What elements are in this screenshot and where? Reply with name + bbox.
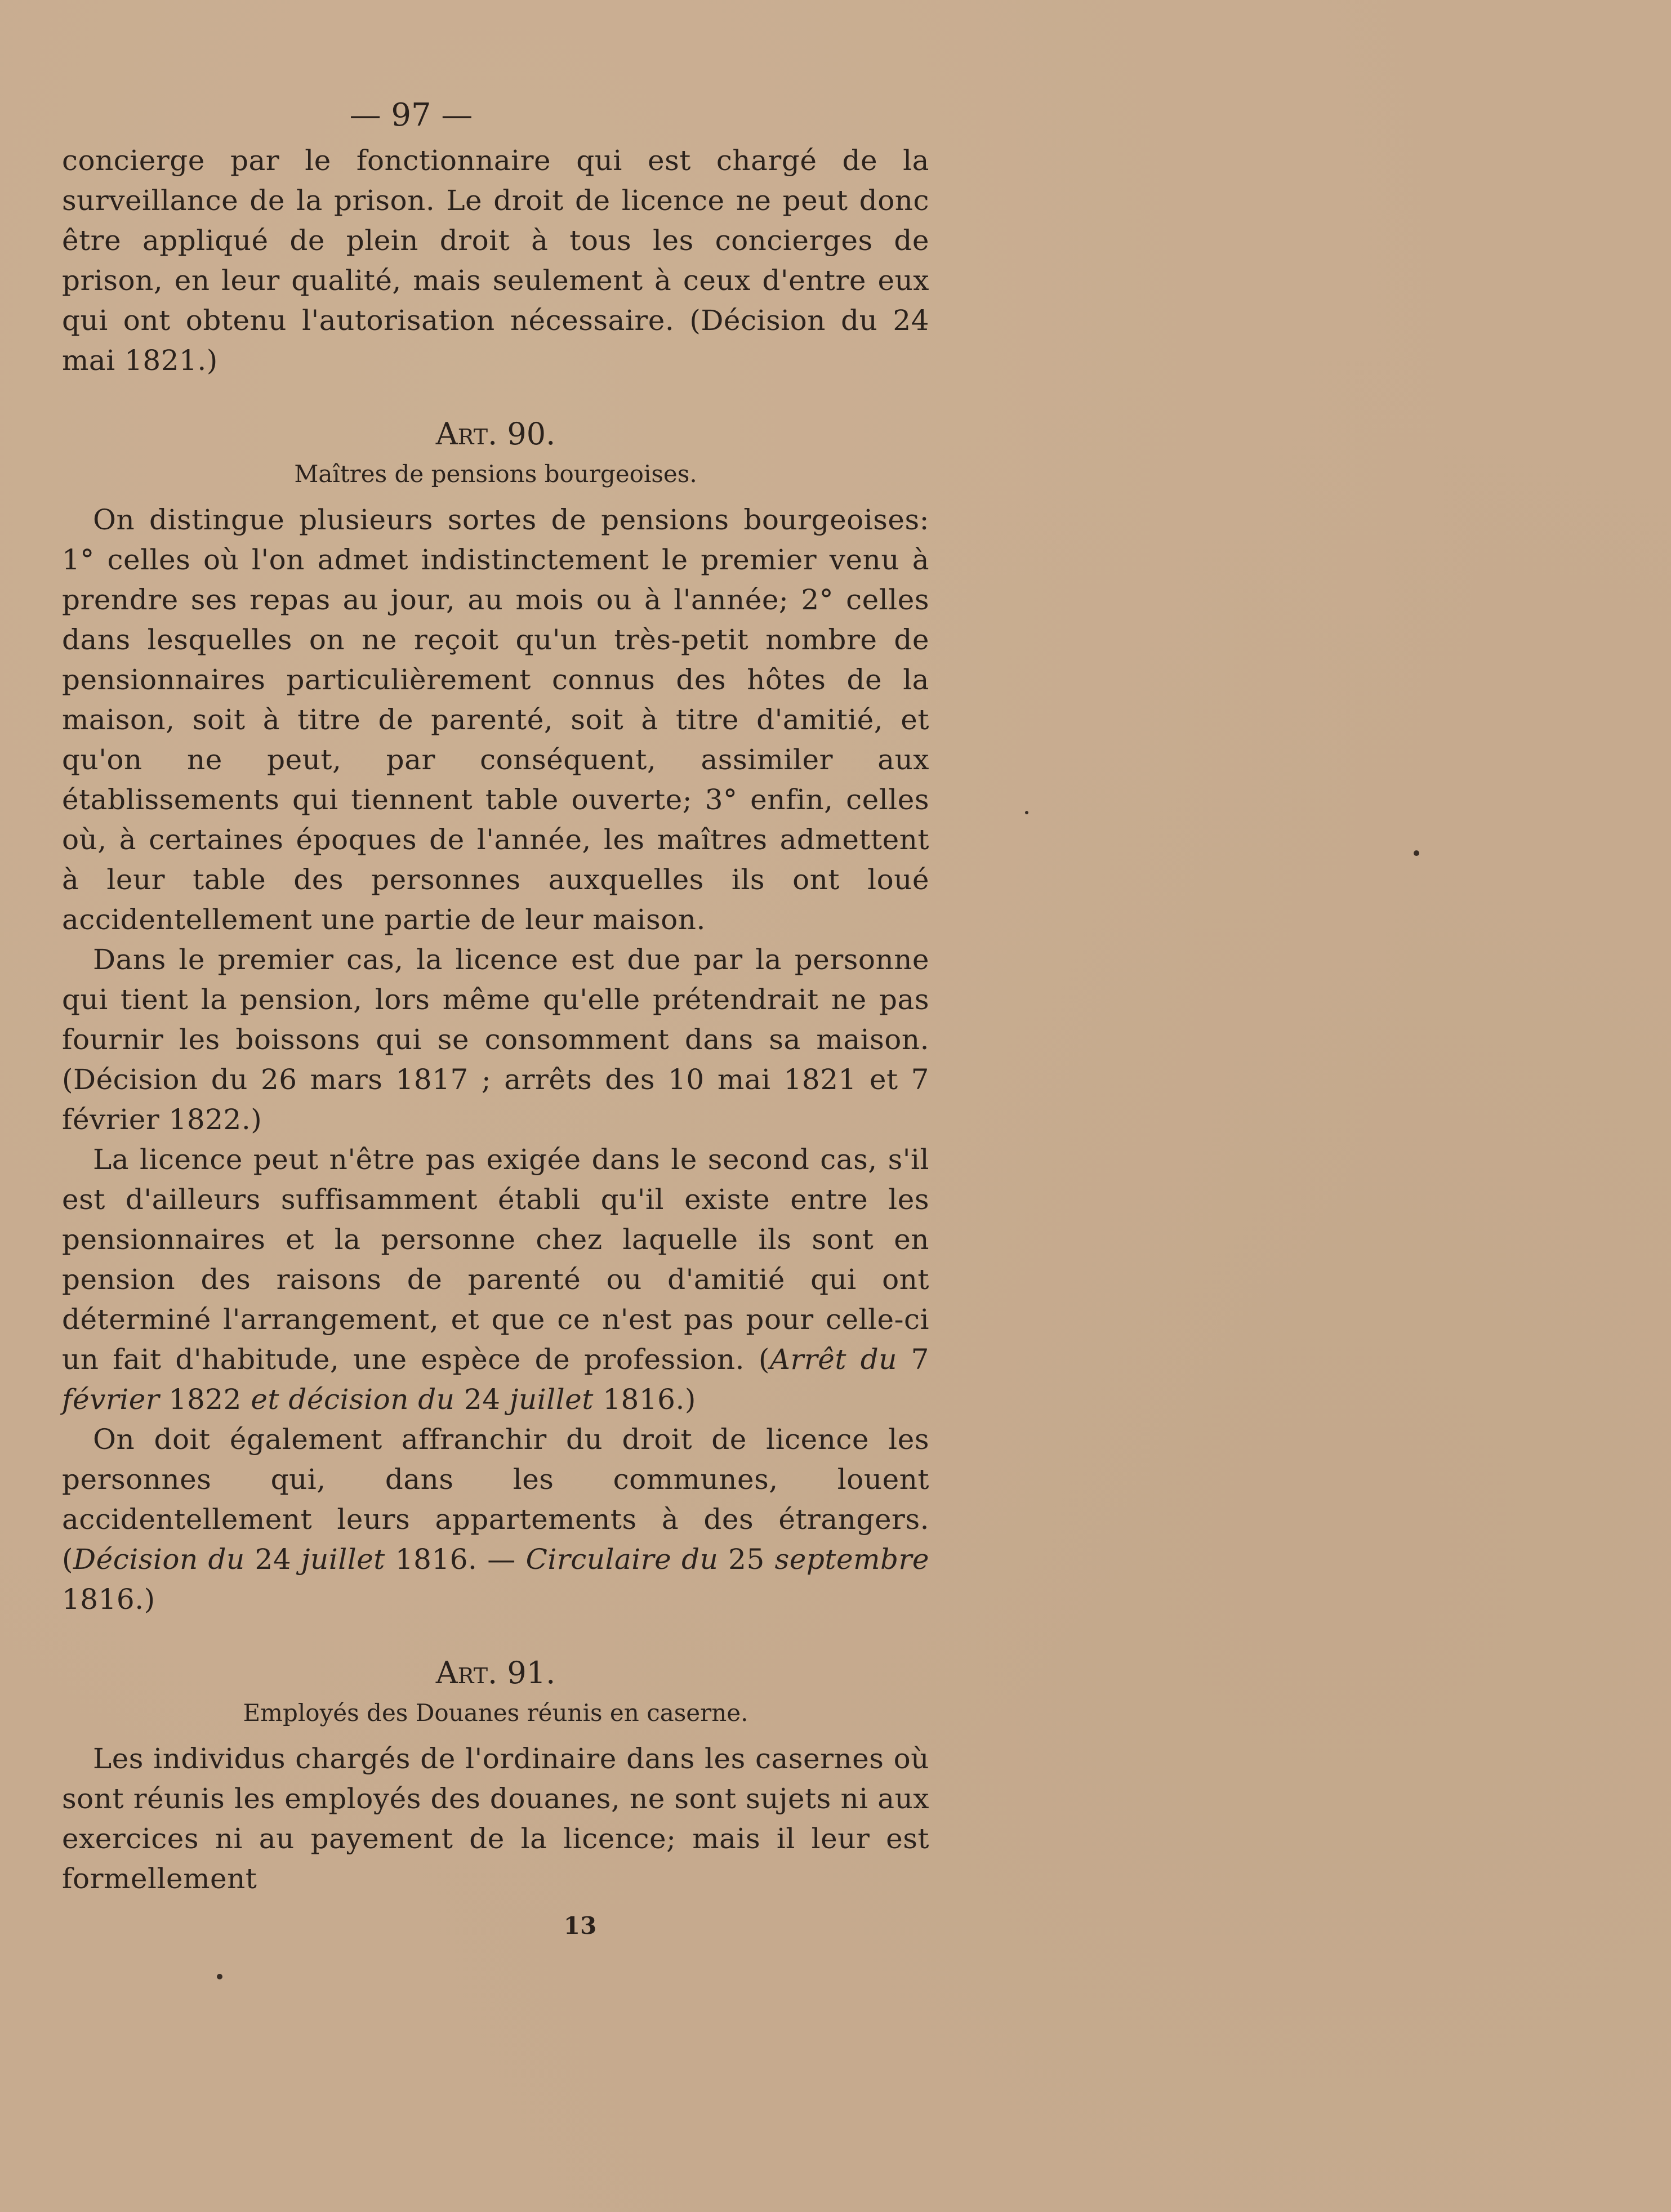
reference-number: 25 [718, 1543, 775, 1576]
reference-number: 1816.) [593, 1383, 696, 1416]
article-91-paragraph-1: Les individus chargés de l'ordinaire dans les casernes où sont réunis les employés des douanes, ne sont sujets ni aux exercices ni au payement de la licence; mais il leur est formellement [62, 1742, 929, 1895]
reference-number: 1816. — [385, 1543, 526, 1576]
reference-italic: juillet [301, 1543, 385, 1576]
article-90-subtitle: Maîtres de pensions bourgeoises. [294, 460, 697, 488]
reference-number: 1822 [159, 1383, 251, 1416]
article-90-paragraph-3 [62, 1140, 929, 1420]
reference-italic: Circulaire du [525, 1543, 719, 1576]
article-90-paragraph-4 [62, 1420, 929, 1620]
reference-italic: Arrêt du [769, 1343, 897, 1376]
reference-italic: et décision du [251, 1383, 455, 1416]
article-90-heading: Art. 90. [435, 416, 556, 452]
page-number: — 97 — [349, 97, 473, 133]
article-91-heading: Art. 91. [435, 1655, 556, 1691]
reference-number: 24 [454, 1383, 510, 1416]
paragraph-continuation: concierge par le fonctionnaire qui est chargé de la surveillance de la prison. Le droit de licence ne peut donc être appliqué de plein droit à tous les concierges de prison, en leur qualité, mais seulement à ceux d'entre eux qui ont obtenu l'autorisation nécessaire. (Décision du 24 mai 1821.) [62, 144, 929, 377]
reference-italic: juillet [509, 1383, 594, 1416]
reference-italic: Décision du [73, 1543, 245, 1576]
page-text-block [62, 96, 929, 1943]
reference-number: 7 [897, 1343, 929, 1376]
paragraph-text: On doit également affranchir du droit de licence les personnes qui, dans les communes, louent accidentellement leurs appartements à des étrangers. ( [62, 1423, 929, 1576]
reference-number: 24 [244, 1543, 302, 1576]
reference-italic: février [62, 1383, 160, 1416]
paper-speck [217, 1974, 222, 1979]
article-91-subtitle: Employés des Douanes réunis en caserne. [243, 1699, 748, 1727]
paragraph-text: La licence peut n'être pas exigée dans le second cas, s'il est d'ailleurs suffisamment établi qu'il existe entre les pensionnaires et la personne chez laquelle ils sont en pension des raisons de parenté ou d'amitié qui ont déterminé l'arrangement, et que ce n'est pas pour celle-ci un fait d'habitude, une espèce de profession. ( [62, 1143, 929, 1376]
reference-number: 1816.) [62, 1583, 155, 1616]
paper-speck [1414, 850, 1419, 856]
paper-speck [1025, 811, 1028, 814]
article-90-paragraph-2: Dans le premier cas, la licence est due par la personne qui tient la pension, lors même qu'elle prétendrait ne pas fournir les boissons qui se consomment dans sa maison. (Décision du 26 mars 1817 ; arrêts des 10 mai 1821 et 7 février 1822.) [62, 943, 929, 1136]
article-90-paragraph-1: On distingue plusieurs sortes de pensions bourgeoises: 1° celles où l'on admet indistinctement le premier venu à prendre ses repas au jour, au mois ou à l'année; 2° celles dans lesquelles on ne reçoit qu'un très-petit nombre de pensionnaires particulièrement connus des hôtes de la maison, soit à titre de parenté, soit à titre d'amitié, et qu'on ne peut, par conséquent, assimiler aux établissements qui tiennent table ouverte; 3° enfin, celles où, à certaines époques de l'année, les maîtres admettent à leur table des personnes auxquelles ils ont loué accidentellement une partie de leur maison. [62, 503, 929, 936]
signature-mark: 13 [563, 1912, 597, 1939]
reference-italic: septembre [774, 1543, 929, 1576]
